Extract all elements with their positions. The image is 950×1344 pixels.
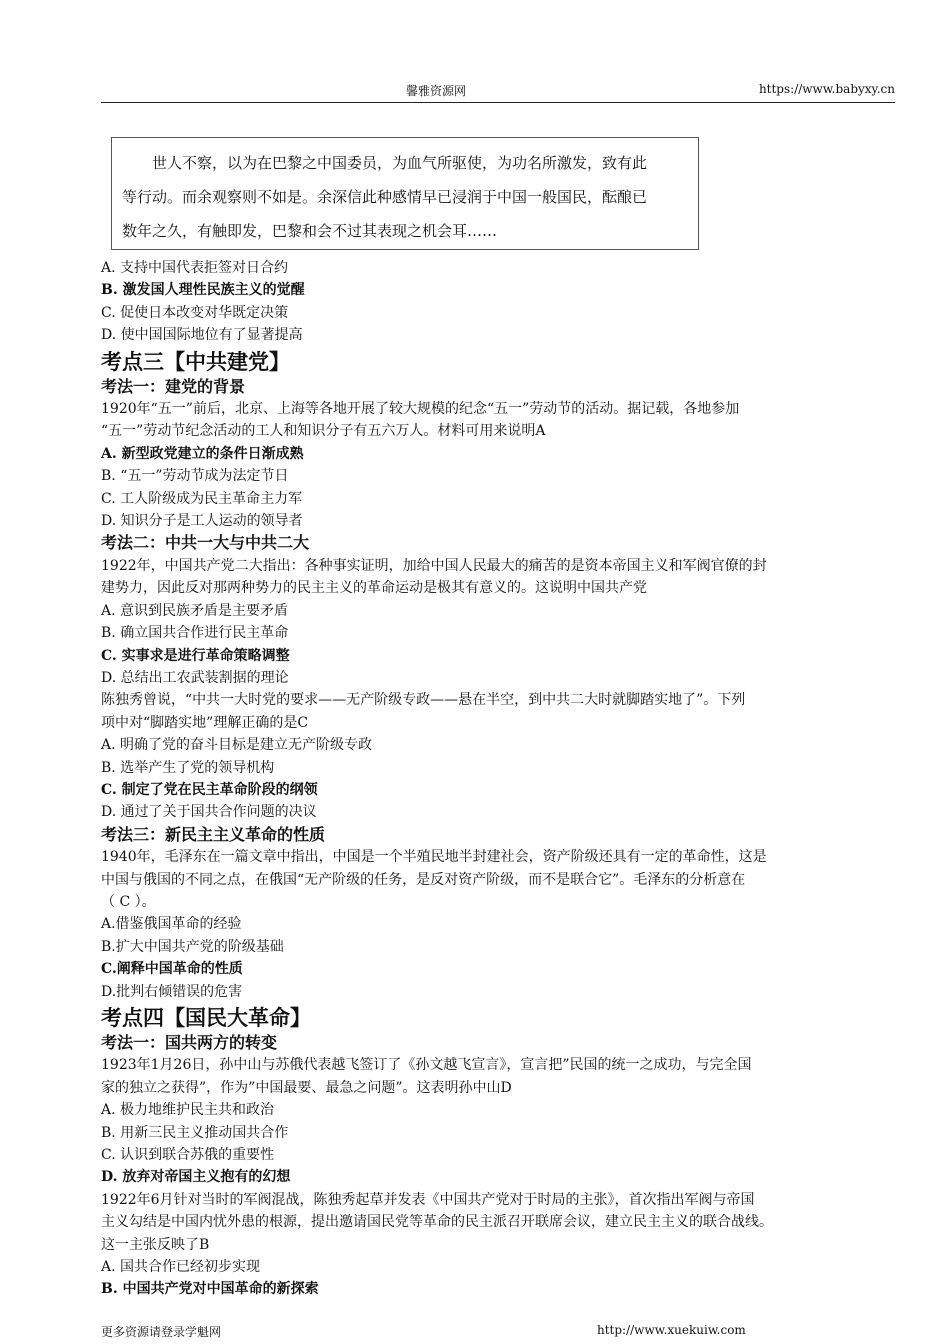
text-line: 主义勾结是中国内忧外患的根源，提出邀请国民党等革命的民主派召开联席会议，建立民主主义的联合战线。 — [101, 1214, 773, 1231]
text-line: 1922年6月针对当时的军阀混战，陈独秀起草并发表《中国共产党对于时局的主张》，首次指出军阀与帝国 — [101, 1191, 755, 1208]
subsection-heading: 考法一：国共两方的转变 — [101, 1033, 278, 1052]
answer-option: C.阐释中国革命的性质 — [101, 961, 243, 978]
text-line: D. 总结出工农武装割据的理论 — [101, 669, 289, 686]
quote-line: 数年之久，有触即发，巴黎和会不过其表现之机会耳…… — [122, 222, 498, 240]
text-line: C. 促使日本改变对华既定决策 — [101, 304, 289, 321]
text-line: （ C ）。 — [101, 893, 156, 910]
text-line: “五一”劳动节纪念活动的工人和知识分子有五六万人。材料可用来说明A — [101, 423, 546, 440]
text-line: A. 国共合作已经初步实现 — [101, 1259, 261, 1276]
header-site-name: 馨雅资源网 — [406, 84, 467, 98]
text-line: C. 工人阶级成为民主革命主力军 — [101, 490, 303, 507]
text-line: A. 支持中国代表拒签对日合约 — [101, 260, 289, 276]
text-line: B. 选举产生了党的领导机构 — [101, 759, 275, 776]
text-line: 1920年“五一”前后，北京、上海等各地开展了较大规模的纪念“五一”劳动节的活动。据记载，各地参加 — [101, 401, 740, 418]
text-line: D.批判右倾错误的危害 — [101, 983, 243, 1000]
document-body — [101, 257, 895, 1301]
text-line: D. 通过了关于国共合作问题的决议 — [101, 804, 317, 821]
answer-option: B. 激发国人理性民族主义的觉醒 — [101, 282, 305, 299]
answer-option: C. 实事求是进行革命策略调整 — [101, 647, 290, 664]
page-header — [101, 80, 895, 103]
text-line: A. 极力地维护民主共和政治 — [101, 1102, 275, 1119]
answer-option: A. 新型政党建立的条件日渐成熟 — [101, 445, 304, 462]
section-heading: 考点三【中共建党】 — [101, 348, 290, 374]
header-url: https://www.babyxy.cn — [758, 82, 895, 96]
text-line: 家的独立之获得”，作为”中国最要、最急之问题”。这表明孙中山D — [101, 1079, 512, 1096]
answer-option: C. 制定了党在民主革命阶段的纲领 — [101, 781, 318, 798]
subsection-heading: 考法三：新民主主义革命的性质 — [101, 824, 326, 844]
subsection-heading: 考法一：建党的背景 — [101, 376, 246, 396]
footer-left-text: 更多资源请登录学魁网 — [101, 1325, 222, 1339]
text-line: 这一主张反映了B — [101, 1236, 210, 1253]
quote-line: 等行动。而余观察则不如是。余深信此种感情早已浸润于中国一般国民，酝酿已 — [122, 188, 648, 206]
text-line: C. 认识到联合苏俄的重要性 — [101, 1147, 275, 1164]
answer-option: D. 放弃对帝国主义抱有的幻想 — [101, 1169, 291, 1186]
text-line: A.借鉴俄国革命的经验 — [101, 916, 242, 933]
text-line: 建势力，因此反对那两种势力的民主主义的革命运动是极其有意义的。这说明中国共产党 — [101, 580, 647, 597]
text-line: D. 知识分子是工人运动的领导者 — [101, 513, 303, 530]
text-line: B. 用新三民主义推动国共合作 — [101, 1124, 289, 1141]
text-line: D. 使中国国际地位有了显著提高 — [101, 327, 303, 344]
section-heading: 考点四【国民大革命】 — [101, 1005, 311, 1030]
text-line: 1940年，毛泽东在一篇文章中指出，中国是一个半殖民地半封建社会，资产阶级还具有一定的革命性，这是 — [101, 849, 767, 866]
subsection-heading: 考法二：中共一大与中共二大 — [101, 533, 310, 553]
text-line: 陈独秀曾说，“中共一大时党的要求——无产阶级专政——悬在半空，到中共二大时就脚踏实地了”。下列 — [101, 692, 746, 709]
text-line: B.扩大中国共产党的阶级基础 — [101, 938, 284, 955]
quote-box — [111, 137, 699, 250]
text-line: A. 意识到民族矛盾是主要矛盾 — [101, 602, 289, 619]
text-line: 1923年1月26日，孙中山与苏俄代表越飞签订了《孙文越飞宣言》，宣言把”民国的统一之成功，与完全国 — [101, 1057, 752, 1074]
text-line: A. 明确了党的奋斗目标是建立无产阶级专政 — [101, 737, 373, 754]
quote-line: 世人不察，以为在巴黎之中国委员，为血气所驱使，为功名所激发，致有此 — [152, 154, 648, 172]
text-line: 中国与俄国的不同之点，在俄国“无产阶级的任务，是反对资产阶级，而不是联合它”。毛泽东的分析意在 — [101, 871, 746, 888]
text-line: 项中对“脚踏实地”理解正确的是C — [101, 714, 309, 731]
text-line: B. 确立国共合作进行民主革命 — [101, 625, 289, 642]
text-line: 1922年，中国共产党二大指出：各种事实证明，加给中国人民最大的痛苦的是资本帝国主义和军阀官僚的封 — [101, 557, 767, 574]
answer-option: B. 中国共产党对中国革命的新探索 — [101, 1281, 319, 1298]
text-line: B. “五一”劳动节成为法定节日 — [101, 468, 289, 485]
footer-url: http://www.xuekuiw.com — [597, 1323, 746, 1337]
